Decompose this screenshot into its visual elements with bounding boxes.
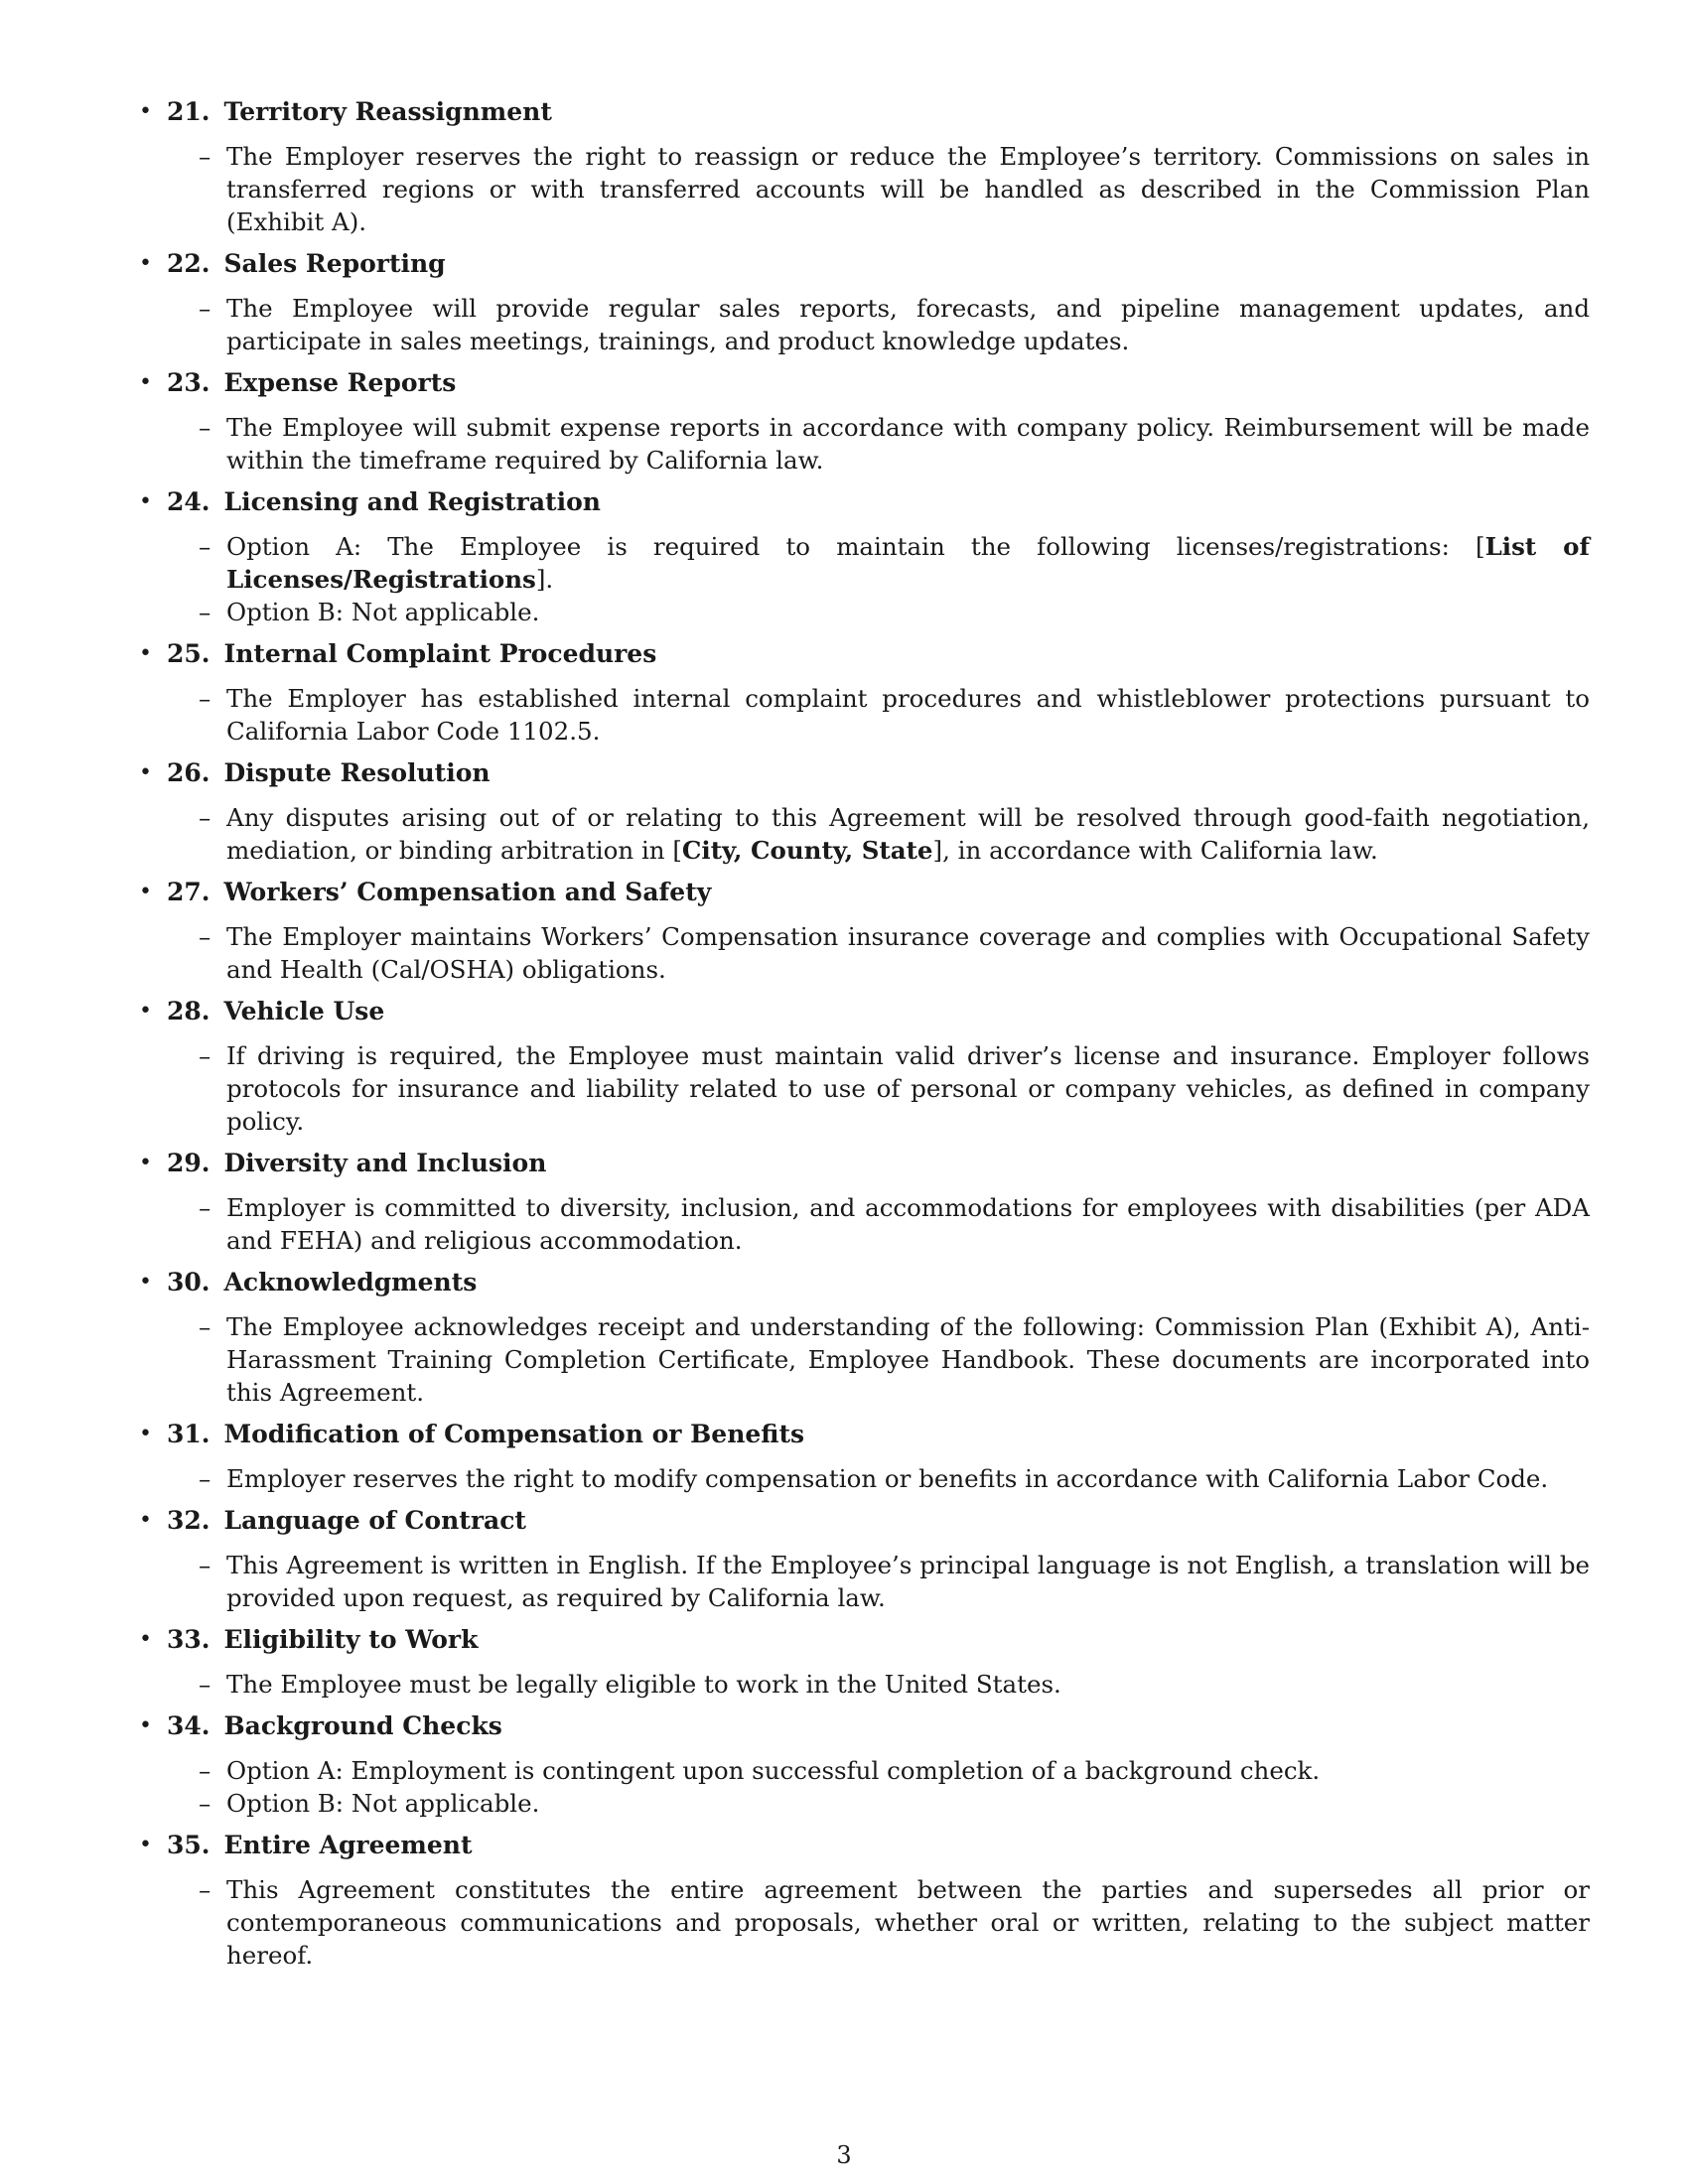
clause-list — [135, 1191, 1590, 1257]
section-number: 26. — [167, 758, 211, 787]
section-number: 33. — [167, 1625, 211, 1654]
bullet-icon: • — [139, 760, 152, 785]
bullet-icon: • — [139, 999, 152, 1024]
section-title: Licensing and Registration — [223, 487, 601, 516]
dash-icon: – — [199, 1193, 211, 1222]
dash-icon: – — [199, 1464, 211, 1493]
bullet-icon: • — [139, 1151, 152, 1175]
clause-item — [135, 1039, 1590, 1138]
clause-item — [135, 1549, 1590, 1614]
section-title: Eligibility to Work — [223, 1625, 479, 1654]
bullet-icon: • — [139, 99, 152, 124]
section-number: 23. — [167, 368, 211, 397]
section-number: 29. — [167, 1149, 211, 1177]
section-25 — [135, 637, 1590, 748]
clause-text: This Agreement is written in English. If the Employee’s principal language is not English, a translation will be provided upon request, as required by California law. — [226, 1551, 1590, 1612]
clause-list — [135, 1668, 1590, 1701]
dash-icon: – — [199, 1875, 211, 1904]
dash-icon: – — [199, 1756, 211, 1785]
section-21 — [135, 95, 1590, 238]
page-number: 3 — [836, 2141, 852, 2169]
clause-list — [135, 530, 1590, 628]
section-35 — [135, 1829, 1590, 1972]
clause-text: This Agreement constitutes the entire agreement between the parties and supersedes all prior or contemporaneous communications and proposals, whether oral or written, relating to the subject matter hereof. — [226, 1875, 1590, 1970]
clause-text: Employer reserves the right to modify compensation or benefits in accordance with California Labor Code. — [226, 1464, 1549, 1493]
dash-icon: – — [199, 803, 211, 832]
clause-item — [135, 682, 1590, 748]
section-heading — [135, 1266, 1590, 1299]
section-number: 30. — [167, 1268, 211, 1297]
section-32 — [135, 1504, 1590, 1614]
clause-text: Option A: Employment is contingent upon successful completion of a background check. — [226, 1756, 1321, 1785]
section-list — [135, 95, 1590, 1980]
section-heading — [135, 995, 1590, 1028]
section-title: Entire Agreement — [223, 1831, 473, 1859]
dash-icon: – — [199, 532, 211, 561]
section-title: Vehicle Use — [223, 997, 385, 1025]
clause-item — [135, 1668, 1590, 1701]
section-title: Expense Reports — [223, 368, 457, 397]
dash-icon: – — [199, 1041, 211, 1070]
bullet-icon: • — [139, 1270, 152, 1295]
dash-icon: – — [199, 142, 211, 171]
section-number: 28. — [167, 997, 211, 1025]
section-title: Territory Reassignment — [223, 97, 552, 126]
section-number: 22. — [167, 249, 211, 278]
section-title: Internal Complaint Procedures — [223, 639, 657, 668]
clause-list — [135, 1873, 1590, 1972]
placeholder-text: List of Licenses/Registrations — [226, 532, 1590, 594]
dash-icon: – — [199, 413, 211, 442]
section-heading — [135, 1829, 1590, 1862]
bullet-icon: • — [139, 880, 152, 904]
clause-text: Any disputes arising out of or relating to this Agreement will be resolved through good-faith negotiation, mediation, or binding arbitration in [ — [226, 803, 1590, 865]
clause-list — [135, 1310, 1590, 1409]
dash-icon: – — [199, 684, 211, 713]
clause-item — [135, 292, 1590, 357]
section-24 — [135, 485, 1590, 628]
clause-text: The Employee acknowledges receipt and understanding of the following: Commission Plan (Exhibit A), Anti-Harassment Training Completion Certificate, Employee Handbook. These documents are incorporated into this Agreement. — [226, 1312, 1590, 1407]
section-heading — [135, 1623, 1590, 1657]
clause-list — [135, 1039, 1590, 1138]
clause-text: If driving is required, the Employee must maintain valid driver’s license and insurance. Employer follows protocols for insurance and liability related to use of personal or company vehicles, as defined in company policy. — [226, 1041, 1590, 1136]
bullet-icon: • — [139, 370, 152, 395]
clause-list — [135, 292, 1590, 357]
section-heading — [135, 1709, 1590, 1743]
section-heading — [135, 485, 1590, 519]
section-29 — [135, 1147, 1590, 1257]
section-heading — [135, 95, 1590, 129]
section-26 — [135, 756, 1590, 867]
section-heading — [135, 637, 1590, 671]
section-title: Diversity and Inclusion — [223, 1149, 547, 1177]
section-22 — [135, 247, 1590, 357]
section-33 — [135, 1623, 1590, 1701]
clause-list — [135, 1462, 1590, 1495]
clause-list — [135, 140, 1590, 238]
dash-icon: – — [199, 294, 211, 323]
section-heading — [135, 876, 1590, 909]
clause-item — [135, 1191, 1590, 1257]
clause-text: Option B: Not applicable. — [226, 598, 540, 626]
section-title: Modification of Compensation or Benefits — [223, 1420, 805, 1448]
clause-text: The Employer maintains Workers’ Compensation insurance coverage and complies with Occupational Safety and Health (Cal/OSHA) obligations. — [226, 922, 1590, 984]
clause-list — [135, 1754, 1590, 1820]
clause-text: The Employee will submit expense reports in accordance with company policy. Reimbursement will be made within the timeframe required by California law. — [226, 413, 1590, 475]
section-heading — [135, 366, 1590, 400]
section-23 — [135, 366, 1590, 477]
clause-text: The Employer reserves the right to reassign or reduce the Employee’s territory. Commissions on sales in transferred regions or with transferred accounts will be handled as described in the Commission Plan (Exhibit A). — [226, 142, 1590, 236]
section-heading — [135, 756, 1590, 790]
section-title: Workers’ Compensation and Safety — [223, 878, 712, 906]
bullet-icon: • — [139, 1422, 152, 1446]
placeholder-text: City, County, State — [681, 836, 933, 865]
dash-icon: – — [199, 1670, 211, 1699]
dash-icon: – — [199, 1789, 211, 1818]
clause-text: The Employee will provide regular sales reports, forecasts, and pipeline management updates, and participate in sales meetings, trainings, and product knowledge updates. — [226, 294, 1590, 355]
clause-text: ]. — [535, 565, 554, 594]
bullet-icon: • — [139, 1508, 152, 1533]
section-number: 27. — [167, 878, 211, 906]
clause-list — [135, 920, 1590, 986]
section-title: Language of Contract — [223, 1506, 526, 1535]
section-title: Dispute Resolution — [223, 758, 491, 787]
clause-item — [135, 801, 1590, 867]
bullet-icon: • — [139, 251, 152, 276]
clause-text: The Employee must be legally eligible to work in the United States. — [226, 1670, 1061, 1699]
clause-item — [135, 411, 1590, 477]
section-number: 34. — [167, 1711, 211, 1740]
clause-list — [135, 1549, 1590, 1614]
dash-icon: – — [199, 1312, 211, 1341]
section-title: Background Checks — [223, 1711, 502, 1740]
clause-text: ], in accordance with California law. — [932, 836, 1378, 865]
clause-text: Option A: The Employee is required to maintain the following licenses/registrations: [ — [226, 532, 1485, 561]
section-heading — [135, 247, 1590, 281]
section-27 — [135, 876, 1590, 986]
clause-item — [135, 1754, 1590, 1787]
clause-text: The Employer has established internal complaint procedures and whistleblower protections pursuant to California Labor Code 1102.5. — [226, 684, 1590, 746]
dash-icon: – — [199, 922, 211, 951]
section-number: 31. — [167, 1420, 211, 1448]
clause-item — [135, 920, 1590, 986]
bullet-icon: • — [139, 1627, 152, 1652]
bullet-icon: • — [139, 489, 152, 514]
section-34 — [135, 1709, 1590, 1820]
clause-item — [135, 1873, 1590, 1972]
section-number: 21. — [167, 97, 211, 126]
bullet-icon: • — [139, 641, 152, 666]
clause-item — [135, 596, 1590, 628]
dash-icon: – — [199, 1551, 211, 1579]
clause-item — [135, 530, 1590, 596]
section-heading — [135, 1418, 1590, 1451]
dash-icon: – — [199, 598, 211, 626]
section-number: 24. — [167, 487, 211, 516]
clause-list — [135, 411, 1590, 477]
section-number: 25. — [167, 639, 211, 668]
section-28 — [135, 995, 1590, 1138]
clause-item — [135, 1462, 1590, 1495]
bullet-icon: • — [139, 1713, 152, 1738]
section-number: 35. — [167, 1831, 211, 1859]
clause-text: Employer is committed to diversity, inclusion, and accommodations for employees with disabilities (per ADA and FEHA) and religious accommodation. — [226, 1193, 1590, 1255]
clause-list — [135, 801, 1590, 867]
clause-item — [135, 1787, 1590, 1820]
bullet-icon: • — [139, 1833, 152, 1857]
section-30 — [135, 1266, 1590, 1409]
clause-item — [135, 140, 1590, 238]
section-title: Acknowledgments — [223, 1268, 478, 1297]
section-heading — [135, 1504, 1590, 1538]
clause-text: Option B: Not applicable. — [226, 1789, 540, 1818]
section-title: Sales Reporting — [223, 249, 446, 278]
clause-item — [135, 1310, 1590, 1409]
section-number: 32. — [167, 1506, 211, 1535]
clause-list — [135, 682, 1590, 748]
section-heading — [135, 1147, 1590, 1180]
section-31 — [135, 1418, 1590, 1495]
